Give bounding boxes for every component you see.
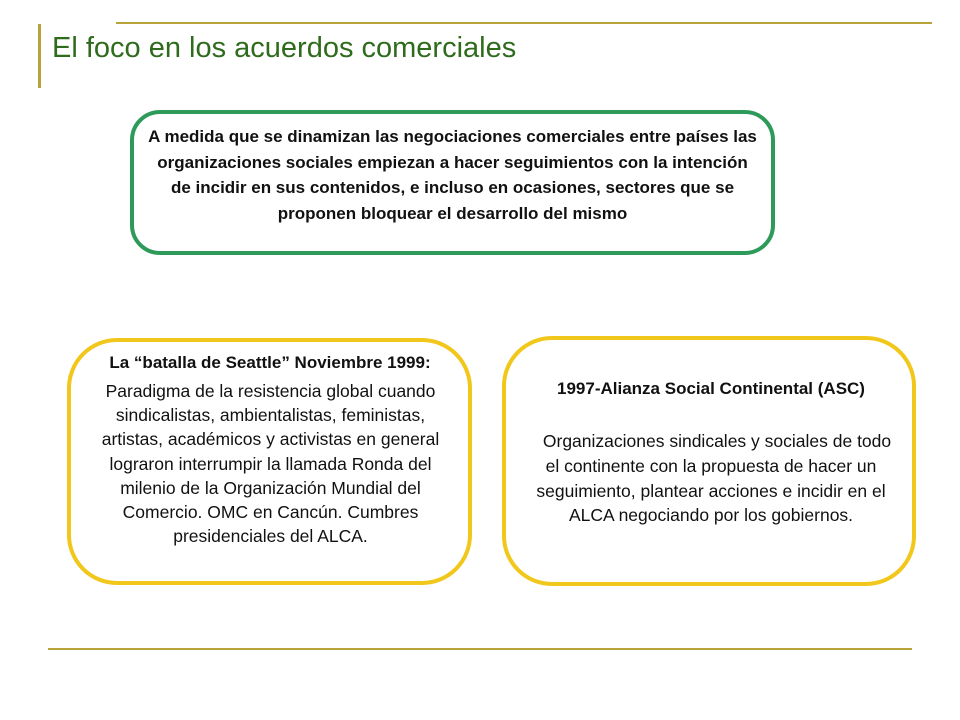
asc-body: Organizaciones sindicales y sociales de todo el continente con la propuesta de hacer un seguimiento, plantear acciones e incidir en el ALCA negociando por los gobiernos. xyxy=(536,431,892,526)
slide-title: El foco en los acuerdos comerciales xyxy=(52,32,517,64)
asc-box xyxy=(502,336,916,586)
intro-box xyxy=(130,110,775,255)
intro-text: A medida que se dinamizan las negociaciones comerciales entre países las organizaciones sociales empiezan a hacer seguimientos con la intención de incidir en sus contenidos, e incluso en ocasiones, sectores que se proponen bloquear el desarrollo del mismo xyxy=(148,127,757,223)
seattle-heading: La “batalla de Seattle” Noviembre 1999: xyxy=(109,353,431,372)
seattle-box xyxy=(67,338,472,585)
bottom-rule xyxy=(48,648,912,650)
asc-heading: 1997-Alianza Social Continental (ASC) xyxy=(557,379,865,398)
seattle-body: Paradigma de la resistencia global cuando sindicalistas, ambientalistas, feministas, artistas, académicos y activistas en general lograron interrumpir la llamada Ronda del milenio de la Organización Mundial del Comercio. OMC en Cancún. Cumbres presidenciales del ALCA. xyxy=(101,381,440,547)
left-rule xyxy=(38,24,41,88)
top-rule xyxy=(116,22,932,24)
